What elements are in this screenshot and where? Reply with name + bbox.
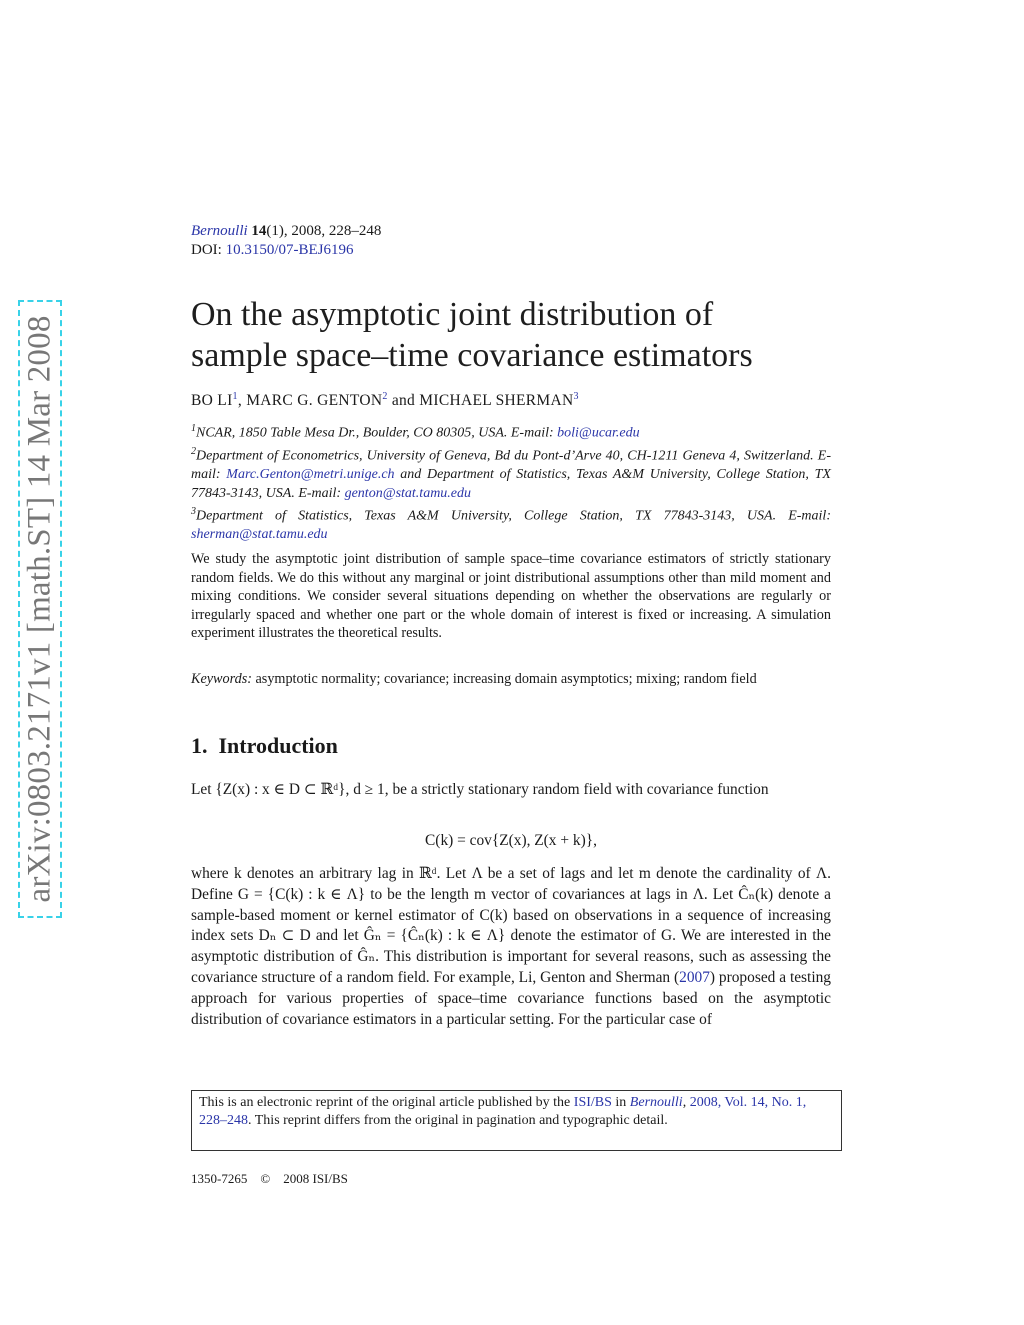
- copyright-footer: [191, 1171, 348, 1187]
- author-2: MARC G. GENTON: [246, 392, 383, 410]
- author-sep-2: and: [387, 392, 420, 410]
- title-line-2: sample space–time covariance estimators: [191, 337, 753, 374]
- intro-paragraph-2: [191, 864, 831, 1030]
- journal-line: [191, 222, 831, 241]
- copyright-symbol: ©: [260, 1171, 271, 1186]
- keywords: [191, 670, 831, 689]
- affiliation-2-marker: 2: [191, 446, 196, 458]
- paper-title: [191, 294, 831, 376]
- reprint-text-1: This is an electronic reprint of the original article published by the: [199, 1095, 574, 1110]
- author-list: [191, 391, 831, 410]
- reprint-text-2: in: [611, 1095, 630, 1110]
- affiliation-3: [191, 503, 831, 545]
- author-sep-1: ,: [237, 392, 247, 410]
- author-1-affil-ref[interactable]: 1: [232, 391, 238, 402]
- doi-line: [191, 241, 831, 260]
- keywords-text: asymptotic normality; covariance; increasing domain asymptotics; mixing; random field: [251, 671, 757, 687]
- journal-issue-pages: (1), 2008, 228–248: [266, 223, 382, 239]
- email-link-1[interactable]: boli@ucar.edu: [557, 425, 640, 441]
- intro-paragraph-1: Let {Z(x) : x ∈ D ⊂ ℝᵈ}, d ≥ 1, be a strictly stationary random field with covariance function: [191, 781, 769, 798]
- arxiv-side-stamp[interactable]: [18, 300, 62, 918]
- section-number: 1.: [191, 733, 208, 758]
- author-1: BO LI: [191, 392, 233, 410]
- email-link-2[interactable]: Marc.Genton@metri.unige.ch: [226, 467, 395, 483]
- intro-paragraph-2-part-2: ) proposed a testing approach for various properties of space–time covariance functions based on the asymptotic distribution of covariance estimators in a particular setting. For the particular case of: [191, 968, 831, 1028]
- section-title: Introduction: [218, 733, 338, 758]
- reprint-notice-box: [191, 1090, 842, 1151]
- intro-paragraph-2-part-1: where k denotes an arbitrary lag in ℝᵈ. Let Λ be a set of lags and let m denote the cardinality of Λ. Define G = {C(k) : k ∈ Λ} to be the length m vector of covariances at lags in Λ. Let Ĉₙ(k) denote a sample-based moment or kernel estimator of C(k) based on observations in a sequence of increasing index sets Dₙ ⊂ D and let Ĝₙ = {Ĉₙ(k) : k ∈ Λ} denote the estimator of G. We are interested in the asymptotic distribution of Ĝₙ. This distribution is important for several reasons, such as assessing the covariance structure of a random field. For example, Li, Genton and Sherman (: [191, 865, 831, 986]
- keywords-label: Keywords:: [191, 671, 252, 687]
- affiliation-2-text-2: and Department of Statistics, Texas A&M University, College Station, TX 77843-3143, USA. E-mail:: [191, 467, 831, 501]
- affiliations: [191, 420, 831, 545]
- author-2-affil-ref[interactable]: 2: [382, 391, 388, 402]
- email-link-4[interactable]: sherman@stat.tamu.edu: [191, 527, 328, 543]
- reprint-text-3: ,: [682, 1095, 690, 1110]
- bernoulli-link[interactable]: Bernoulli: [629, 1095, 683, 1110]
- doi-label: DOI:: [191, 242, 222, 258]
- affiliation-2-text: Department of Econometrics, University of Geneva, Bd du Pont-d’Arve 40, CH-1211 Geneva 4, Switzerland. E-mail:: [191, 448, 831, 483]
- affiliation-1: [191, 420, 831, 443]
- affiliation-1-text: NCAR, 1850 Table Mesa Dr., Boulder, CO 80305, USA. E-mail:: [196, 425, 558, 441]
- isi-bs-link[interactable]: ISI/BS: [573, 1095, 612, 1110]
- affiliation-2: [191, 443, 831, 503]
- arxiv-id: arXiv:0803.2171v1 [math.ST] 14 Mar 2008: [21, 315, 58, 903]
- journal-meta: [191, 222, 831, 260]
- reprint-text-4: . This reprint differs from the original in pagination and typographic detail.: [248, 1113, 668, 1129]
- issn: 1350-7265: [191, 1171, 248, 1186]
- copyright-holder: 2008 ISI/BS: [283, 1171, 348, 1186]
- email-link-3[interactable]: genton@stat.tamu.edu: [344, 485, 472, 501]
- doi-link[interactable]: 10.3150/07-BEJ6196: [225, 242, 354, 258]
- citation-link[interactable]: 2007: [679, 968, 710, 986]
- affiliation-3-text: Department of Statistics, Texas A&M University, College Station, TX 77843-3143, USA. E-mail:: [196, 508, 831, 524]
- journal-volume: 14: [251, 223, 267, 239]
- covariance-equation: C(k) = cov{Z(x), Z(x + k)},: [425, 832, 597, 849]
- abstract: We study the asymptotic joint distribution of sample space–time covariance estimators of strictly stationary random fields. We do this without any marginal or joint distributional assumptions other than mild moment and mixing conditions. We consider several situations depending on whether the observations are regularly or irregularly spaced and whether one part or the whole domain of interest is fixed or increasing. A simulation experiment illustrates the theoretical results.: [191, 551, 831, 642]
- journal-name-link[interactable]: Bernoulli: [191, 223, 248, 239]
- author-3-affil-ref[interactable]: 3: [573, 391, 579, 402]
- affiliation-3-marker: 3: [191, 506, 196, 518]
- affiliation-1-marker: 1: [191, 423, 196, 434]
- volume-link[interactable]: 2008, Vol. 14, No. 1, 228–248: [199, 1095, 807, 1129]
- section-heading: [191, 733, 831, 759]
- title-line-1: On the asymptotic joint distribution of: [191, 296, 714, 333]
- author-3: MICHAEL SHERMAN: [419, 392, 574, 410]
